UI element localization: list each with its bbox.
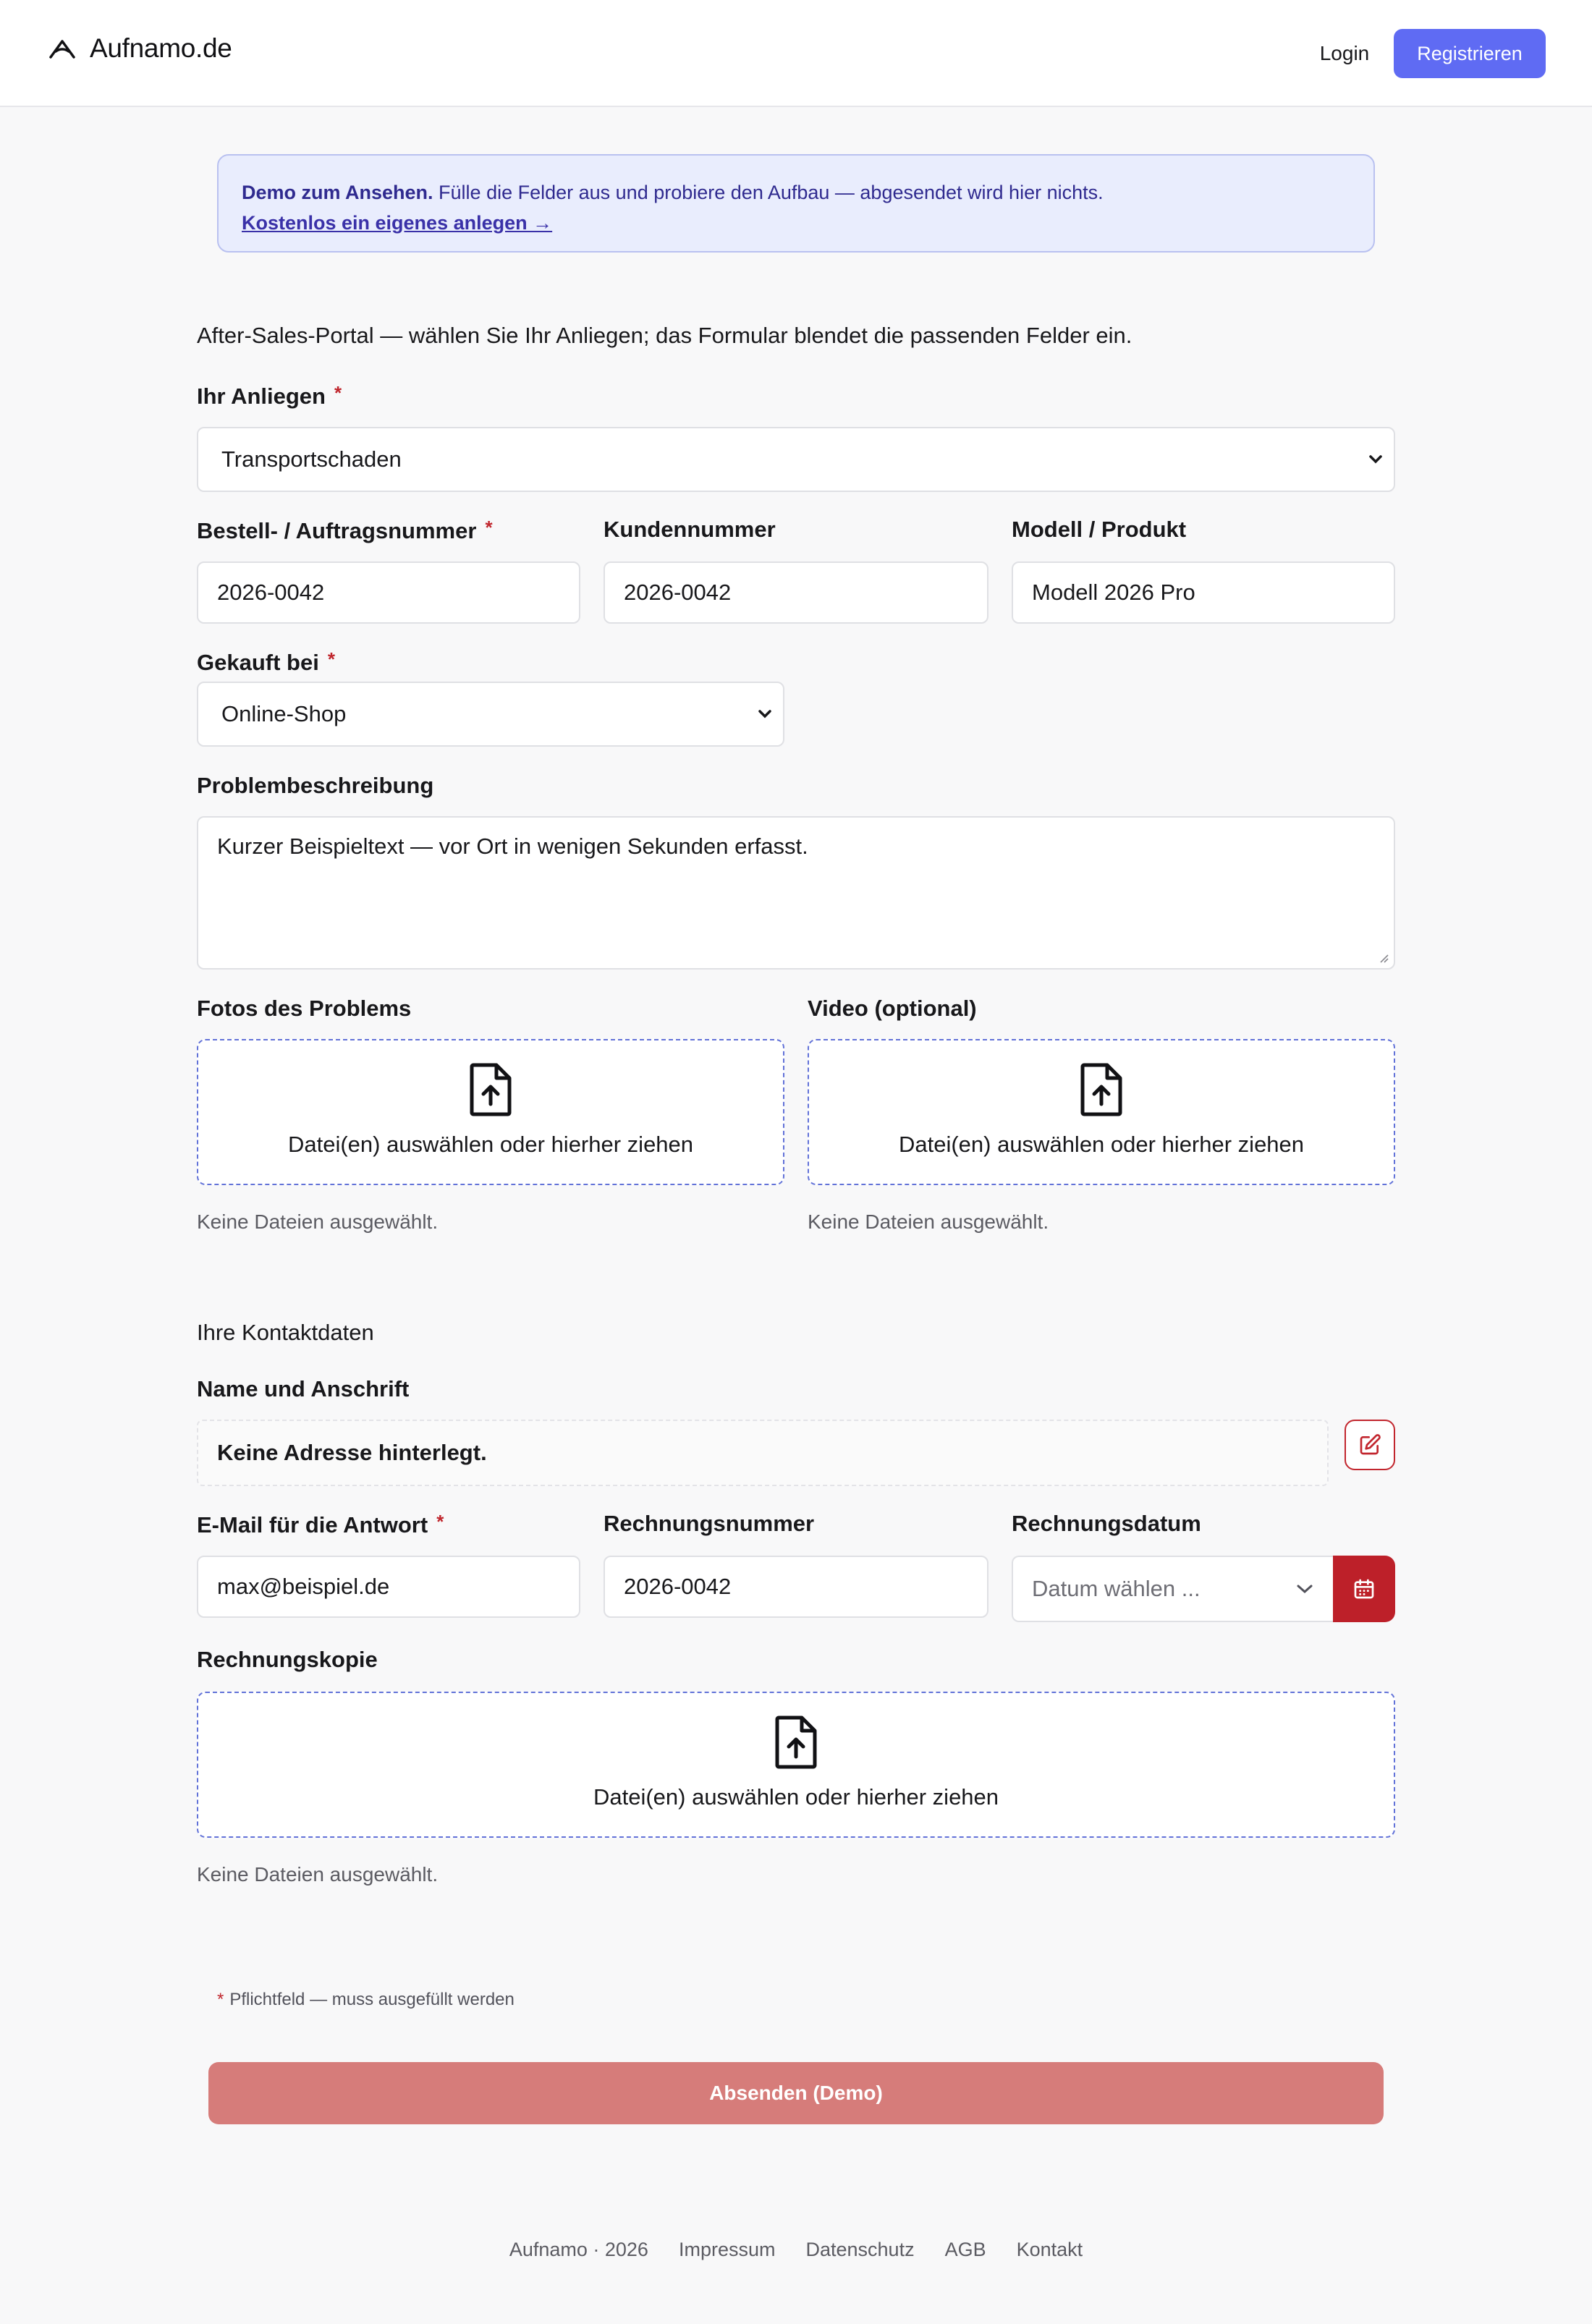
photos-dropzone[interactable] bbox=[197, 1039, 784, 1185]
email-input[interactable] bbox=[197, 1556, 580, 1618]
concern-select[interactable] bbox=[197, 427, 1395, 492]
resize-grip-icon[interactable] bbox=[1378, 952, 1389, 964]
footer-copyright: Aufnamo · 2026 bbox=[509, 2239, 648, 2260]
video-label: Video (optional) bbox=[808, 996, 977, 1021]
demo-banner bbox=[217, 154, 1375, 253]
video-dropzone[interactable] bbox=[808, 1039, 1395, 1185]
bought-at-select[interactable] bbox=[197, 682, 784, 747]
photos-hint: Keine Dateien ausgewählt. bbox=[197, 1210, 439, 1233]
required-marker: * bbox=[436, 1511, 444, 1532]
calendar-icon bbox=[1352, 1577, 1376, 1600]
banner-strong: Demo zum Ansehen. bbox=[242, 182, 433, 203]
required-marker: * bbox=[485, 517, 493, 538]
banner-text bbox=[242, 177, 1350, 208]
invoice-date-label: Rechnungsdatum bbox=[1012, 1511, 1201, 1536]
problem-label: Problembeschreibung bbox=[197, 773, 434, 798]
logo-icon bbox=[48, 34, 77, 63]
invoice-copy-dropzone[interactable] bbox=[197, 1692, 1395, 1838]
order-number-input[interactable] bbox=[197, 561, 580, 624]
customer-number-value: 2026-0042 bbox=[624, 580, 732, 605]
email-value: max@beispiel.de bbox=[217, 1574, 390, 1599]
chevron-down-icon bbox=[757, 708, 773, 720]
brand[interactable] bbox=[48, 33, 232, 64]
form-intro: After-Sales-Portal — wählen Sie Ihr Anliegen; das Formular blendet die passenden Felder ein. bbox=[197, 323, 1132, 348]
chevron-down-icon bbox=[1368, 454, 1384, 465]
brand-name: Aufnamo.de bbox=[90, 33, 232, 63]
video-drop-text: Datei(en) auswählen oder hierher ziehen bbox=[898, 1132, 1305, 1157]
invoice-number-value: 2026-0042 bbox=[624, 1574, 732, 1599]
top-navigation bbox=[0, 0, 1592, 107]
address-label: Name und Anschrift bbox=[197, 1376, 410, 1401]
submit-button[interactable]: Absenden (Demo) bbox=[208, 2062, 1384, 2124]
customer-number-label: Kundennummer bbox=[604, 517, 776, 542]
login-link[interactable]: Login bbox=[1319, 42, 1370, 64]
footer bbox=[0, 2239, 1592, 2261]
footer-link-agb[interactable]: AGB bbox=[944, 2239, 986, 2260]
concern-value: Transportschaden bbox=[221, 446, 402, 472]
order-number-label-text: Bestell- / Auftragsnummer bbox=[197, 518, 477, 543]
invoice-copy-label: Rechnungskopie bbox=[197, 1647, 378, 1672]
invoice-copy-drop-text: Datei(en) auswählen oder hierher ziehen bbox=[593, 1784, 999, 1810]
problem-textarea[interactable] bbox=[197, 816, 1395, 970]
banner-message: Fülle die Felder aus und probiere den Aufbau — abgesendet wird hier nichts. bbox=[433, 182, 1104, 203]
register-button[interactable]: Registrieren bbox=[1394, 29, 1546, 78]
invoice-date-placeholder: Datum wählen ... bbox=[1032, 1576, 1201, 1601]
footer-link-datenschutz[interactable]: Datenschutz bbox=[805, 2239, 915, 2260]
model-label: Modell / Produkt bbox=[1012, 517, 1187, 542]
address-display bbox=[197, 1420, 1329, 1486]
email-label-text: E-Mail für die Antwort bbox=[197, 1512, 428, 1538]
file-upload-icon bbox=[773, 1715, 819, 1770]
required-marker: * bbox=[327, 648, 335, 670]
contact-section-title: Ihre Kontaktdaten bbox=[197, 1320, 374, 1345]
create-own-link[interactable]: Kostenlos ein eigenes anlegen → bbox=[242, 212, 553, 234]
photos-label: Fotos des Problems bbox=[197, 996, 412, 1021]
invoice-number-label: Rechnungsnummer bbox=[604, 1511, 815, 1536]
email-label bbox=[197, 1511, 444, 1538]
photos-drop-text: Datei(en) auswählen oder hierher ziehen bbox=[287, 1132, 694, 1157]
footer-link-kontakt[interactable]: Kontakt bbox=[1016, 2239, 1083, 2260]
invoice-number-input[interactable] bbox=[604, 1556, 988, 1618]
calendar-button[interactable] bbox=[1333, 1556, 1395, 1622]
required-legend bbox=[217, 1990, 515, 2010]
file-upload-icon bbox=[467, 1062, 514, 1117]
invoice-date-input[interactable] bbox=[1012, 1556, 1333, 1622]
model-input[interactable] bbox=[1012, 561, 1395, 624]
order-number-value: 2026-0042 bbox=[217, 580, 325, 605]
invoice-copy-hint: Keine Dateien ausgewählt. bbox=[197, 1863, 439, 1886]
problem-value: Kurzer Beispieltext — vor Ort in wenigen Sekunden erfasst. bbox=[217, 834, 808, 859]
video-hint: Keine Dateien ausgewählt. bbox=[808, 1210, 1049, 1233]
legend-star: * bbox=[217, 1990, 224, 2009]
edit-icon bbox=[1358, 1433, 1381, 1456]
customer-number-input[interactable] bbox=[604, 561, 988, 624]
bought-at-label bbox=[197, 648, 335, 676]
legend-text: Pflichtfeld — muss ausgefüllt werden bbox=[229, 1990, 515, 2009]
bought-at-value: Online-Shop bbox=[221, 701, 347, 726]
model-value: Modell 2026 Pro bbox=[1032, 580, 1195, 605]
required-marker: * bbox=[334, 382, 342, 404]
concern-label-text: Ihr Anliegen bbox=[197, 383, 326, 409]
bought-at-label-text: Gekauft bei bbox=[197, 650, 319, 675]
file-upload-icon bbox=[1078, 1062, 1125, 1117]
chevron-down-icon[interactable] bbox=[1295, 1582, 1314, 1595]
edit-address-button[interactable] bbox=[1345, 1420, 1395, 1470]
footer-link-impressum[interactable]: Impressum bbox=[678, 2239, 776, 2260]
order-number-label bbox=[197, 517, 493, 544]
concern-label bbox=[197, 382, 342, 410]
address-value: Keine Adresse hinterlegt. bbox=[217, 1440, 487, 1465]
